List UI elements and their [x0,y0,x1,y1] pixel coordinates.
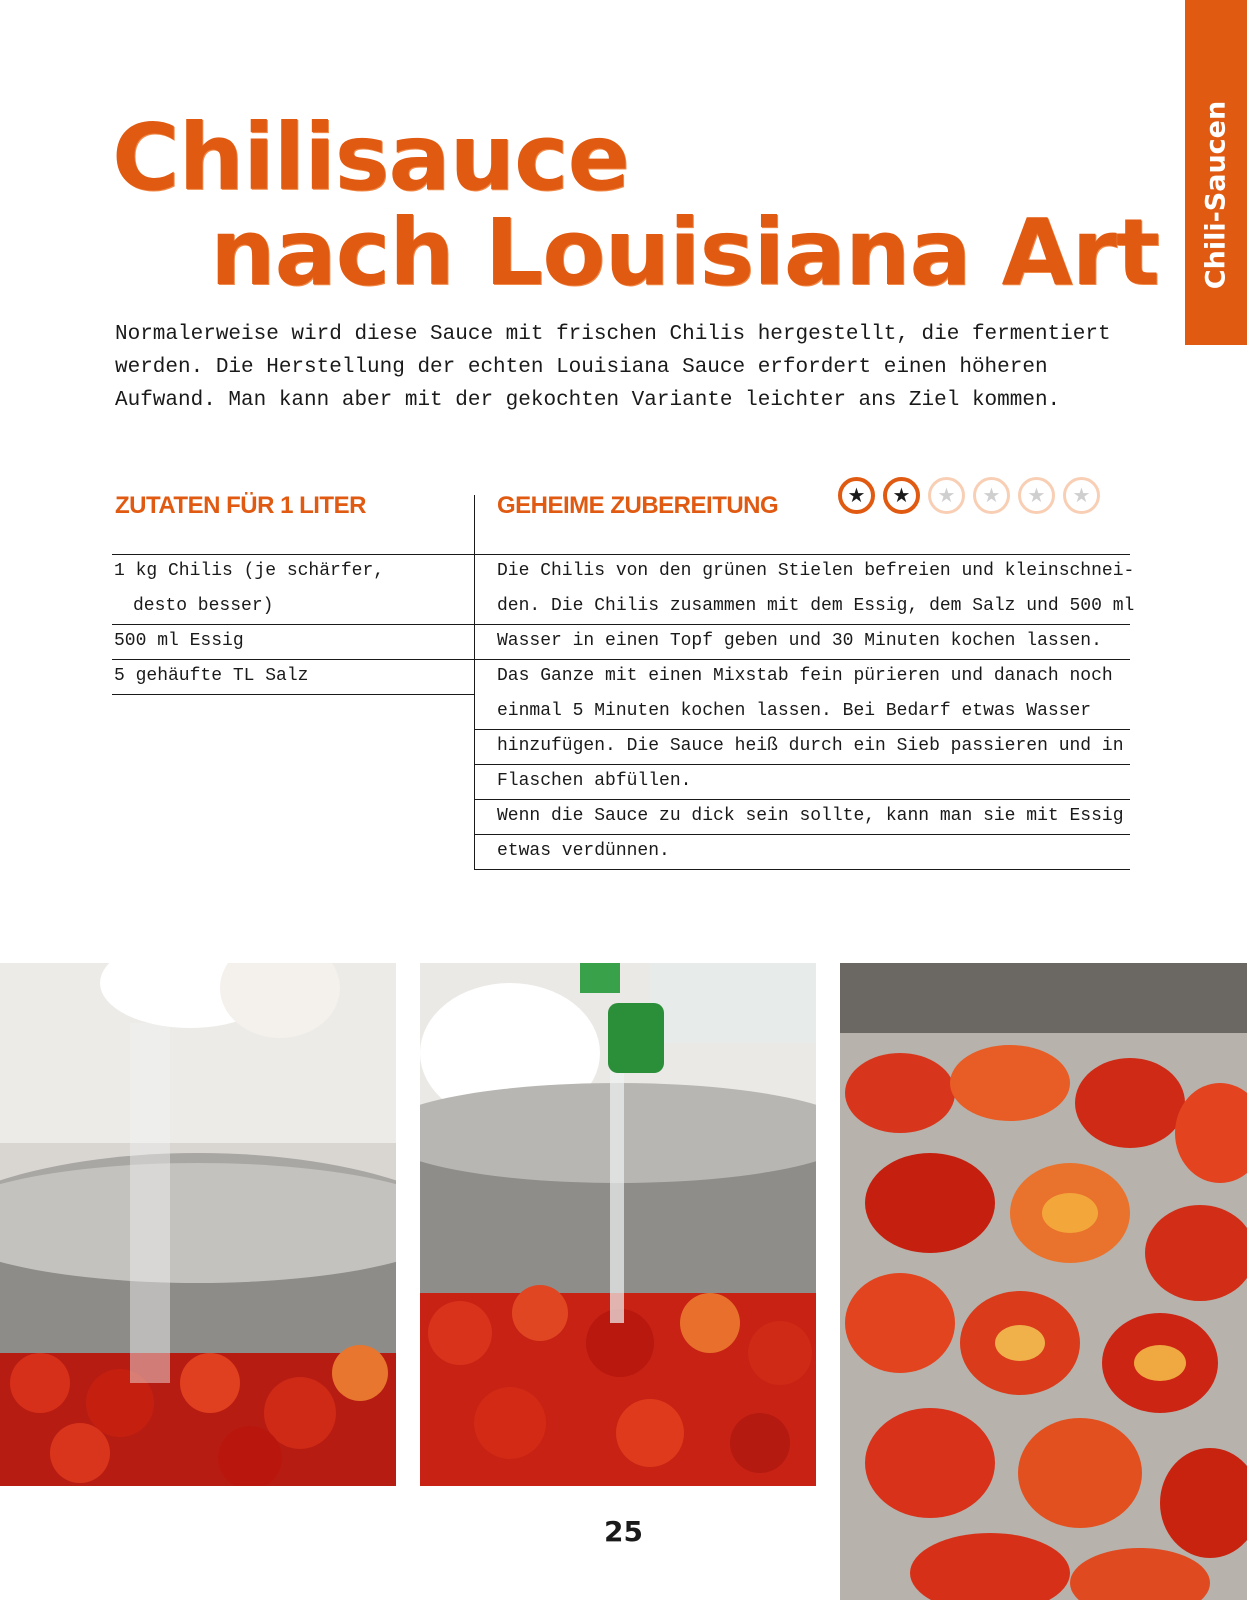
preparation-line: Wenn die Sauce zu dick sein sollte, kann man sie mit Essig [497,806,1124,826]
difficulty-rating [838,477,1100,514]
title-line-1: Chilisauce [112,104,629,211]
rule [112,624,474,625]
rule [112,694,474,695]
column-divider [474,495,475,870]
preparation-line: Das Ganze mit einen Mixstab fein pürieren und danach noch [497,666,1113,686]
intro-text: Normalerweise wird diese Sauce mit frischen Chilis hergestellt, die fermentiert werden. Die Herstellung der echten Louisiana Sauce erfordert einen höheren Aufwand. Man kann aber mit der gekochten Variante leichter ans Ziel kommen. [115,323,1111,412]
preparation-line: hinzufügen. Die Sauce heiß durch ein Sieb passieren und in [497,736,1124,756]
photo-vinegar-into-pot [420,963,816,1486]
rule [474,554,1130,555]
preparation-line: Die Chilis von den grünen Stielen befreien und kleinschnei- [497,561,1135,581]
star-icon: ★ [883,477,920,514]
ingredient-line: desto besser) [133,596,274,616]
star-icon: ★ [1018,477,1055,514]
preparation-heading: GEHEIME ZUBEREITUNG [497,492,779,519]
ingredient-line: 5 gehäufte TL Salz [114,666,309,686]
title-line-2: nach Louisiana Art [210,199,1160,306]
star-icon: ★ [973,477,1010,514]
rule [474,834,1130,835]
preparation-line: den. Die Chilis zusammen mit dem Essig, dem Salz und 500 ml [497,596,1135,616]
star-icon: ★ [1063,477,1100,514]
ingredient-line: 500 ml Essig [114,631,244,651]
ingredients-heading: ZUTATEN FÜR 1 LITER [115,492,366,519]
preparation-line: Flaschen abfüllen. [497,771,692,791]
star-icon: ★ [928,477,965,514]
preparation-line: etwas verdünnen. [497,841,670,861]
side-tab-label: Chili-Saucen [1200,100,1232,290]
page-number: 25 [604,1515,643,1548]
rule [112,554,474,555]
photo-chilis-cooking [840,963,1247,1600]
photo-salt-into-pot [0,963,396,1486]
rule [474,729,1130,730]
rule [474,624,1130,625]
rule [112,659,474,660]
ingredient-line: 1 kg Chilis (je schärfer, [114,561,385,581]
preparation-line: Wasser in einen Topf geben und 30 Minuten kochen lassen. [497,631,1102,651]
star-icon: ★ [838,477,875,514]
rule [474,799,1130,800]
rule [474,764,1130,765]
preparation-line: einmal 5 Minuten kochen lassen. Bei Bedarf etwas Wasser [497,701,1092,721]
rule [474,869,1130,870]
side-tab [1185,0,1247,345]
rule [474,659,1130,660]
